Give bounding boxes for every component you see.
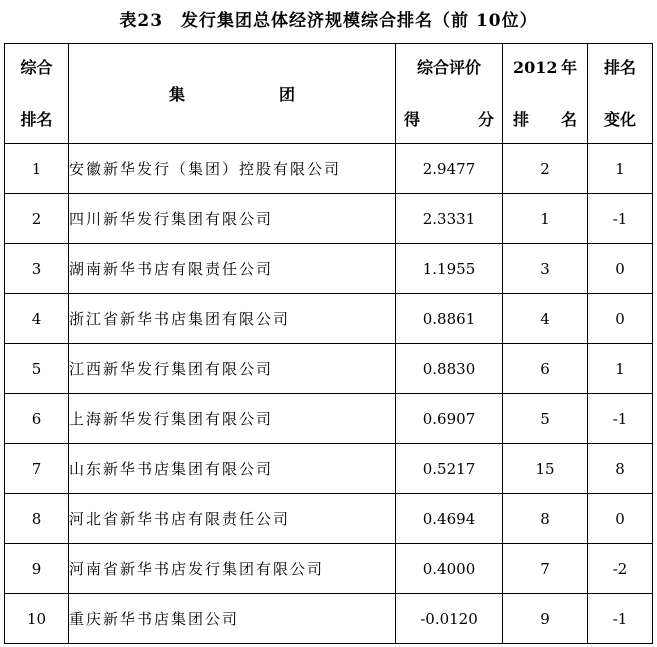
cell-rank-2012: 4 [503, 294, 588, 344]
cell-rank: 1 [5, 144, 69, 194]
cell-rank-2012: 6 [503, 344, 588, 394]
table-row [5, 144, 653, 194]
cell-score: 2.3331 [396, 194, 503, 244]
cell-score: -0.0120 [396, 594, 503, 644]
table-row [5, 494, 653, 544]
cell-rank-2012: 9 [503, 594, 588, 644]
cell-group-name: 湖南新华书店有限责任公司 [69, 244, 396, 294]
cell-rank-2012: 3 [503, 244, 588, 294]
cell-score: 0.4694 [396, 494, 503, 544]
cell-rank-change: 0 [588, 294, 653, 344]
cell-group-name: 四川新华发行集团有限公司 [69, 194, 396, 244]
cell-score: 0.4000 [396, 544, 503, 594]
table-row [5, 544, 653, 594]
table-row [5, 244, 653, 294]
cell-rank: 9 [5, 544, 69, 594]
cell-rank: 4 [5, 294, 69, 344]
cell-group-name: 上海新华发行集团有限公司 [69, 394, 396, 444]
cell-score: 0.8861 [396, 294, 503, 344]
table-row [5, 344, 653, 394]
cell-rank-change: -1 [588, 594, 653, 644]
header-group: 集 团 [69, 44, 396, 144]
cell-rank-change: 0 [588, 244, 653, 294]
cell-score: 0.5217 [396, 444, 503, 494]
table-row [5, 194, 653, 244]
cell-score: 0.8830 [396, 344, 503, 394]
cell-rank-2012: 8 [503, 494, 588, 544]
cell-group-name: 河南省新华书店发行集团有限公司 [69, 544, 396, 594]
cell-rank-change: 1 [588, 344, 653, 394]
cell-rank-change: 0 [588, 494, 653, 544]
cell-score: 2.9477 [396, 144, 503, 194]
header-rank-2012: 2012 年 排 名 [503, 44, 588, 144]
table-row [5, 294, 653, 344]
cell-rank: 6 [5, 394, 69, 444]
table-row [5, 594, 653, 644]
cell-rank: 3 [5, 244, 69, 294]
cell-rank-2012: 7 [503, 544, 588, 594]
cell-group-name: 重庆新华书店集团公司 [69, 594, 396, 644]
cell-group-name: 江西新华发行集团有限公司 [69, 344, 396, 394]
header-row [5, 44, 653, 144]
cell-rank: 8 [5, 494, 69, 544]
cell-rank-change: -1 [588, 394, 653, 444]
cell-rank-change: 1 [588, 144, 653, 194]
cell-rank: 2 [5, 194, 69, 244]
cell-rank: 7 [5, 444, 69, 494]
table-row [5, 444, 653, 494]
table-row [5, 394, 653, 444]
table-number: 表23 [119, 11, 164, 31]
cell-score: 1.1955 [396, 244, 503, 294]
cell-rank-2012: 1 [503, 194, 588, 244]
cell-rank-change: -2 [588, 544, 653, 594]
cell-score: 0.6907 [396, 394, 503, 444]
table-title: 发行集团总体经济规模综合排名（前 10位） [181, 11, 538, 31]
cell-rank-2012: 15 [503, 444, 588, 494]
cell-group-name: 安徽新华发行（集团）控股有限公司 [69, 144, 396, 194]
cell-rank-change: 8 [588, 444, 653, 494]
header-rank: 综合 排名 [5, 44, 69, 144]
cell-rank-2012: 5 [503, 394, 588, 444]
cell-group-name: 河北省新华书店有限责任公司 [69, 494, 396, 544]
ranking-table [4, 43, 653, 644]
cell-rank-2012: 2 [503, 144, 588, 194]
cell-rank: 10 [5, 594, 69, 644]
cell-rank-change: -1 [588, 194, 653, 244]
cell-rank: 5 [5, 344, 69, 394]
header-rank-change: 排名 变化 [588, 44, 653, 144]
cell-group-name: 浙江省新华书店集团有限公司 [69, 294, 396, 344]
table-caption [0, 6, 657, 31]
header-score: 综合评价 得 分 [396, 44, 503, 144]
cell-group-name: 山东新华书店集团有限公司 [69, 444, 396, 494]
